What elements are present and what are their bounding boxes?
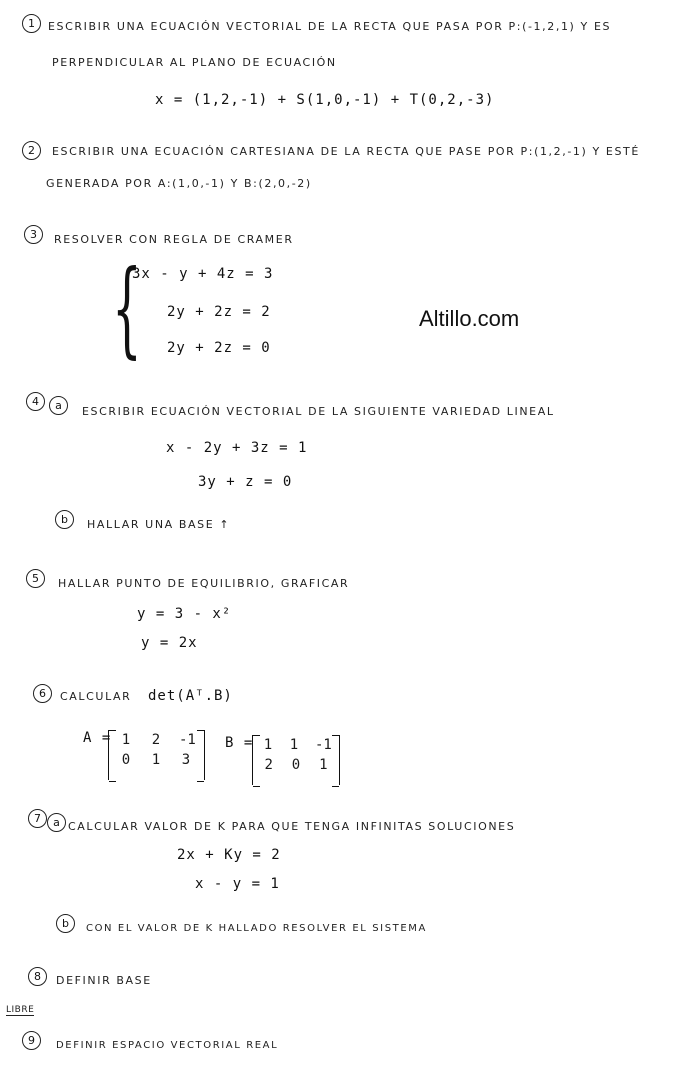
question-number-2: 2 [22, 141, 41, 160]
question-number-3: 3 [24, 225, 43, 244]
q3-equation-2: 2y + 2z = 2 [167, 304, 271, 320]
watermark: Altillo.com [419, 306, 520, 331]
q3-text-line1: RESOLVER CON REGLA DE CRAMER [54, 233, 294, 246]
q7-equation-1: 2x + Ky = 2 [177, 847, 281, 863]
question-number-8: 8 [28, 967, 47, 986]
question-number-9: 9 [22, 1031, 41, 1050]
q1-text-line2: PERPENDICULAR AL PLANO DE ECUACIÓN [52, 56, 337, 69]
q5-equation-1: y = 3 - x² [137, 606, 232, 622]
q7-sub-a: a [47, 813, 66, 832]
matrix-b-cell: 1 [263, 737, 273, 753]
matrix-a-cell: 1 [121, 732, 131, 748]
q4-equation-1: x - 2y + 3z = 1 [166, 440, 308, 456]
matrix-b-cell: 2 [264, 757, 273, 773]
q7-sub-b: b [56, 914, 75, 933]
q4-sub-b: b [55, 510, 74, 529]
q3-equation-1: 3x - y + 4z = 3 [132, 266, 274, 282]
question-number-7: 7 [28, 809, 47, 828]
q8-text-line1: DEFINIR BASE [56, 974, 152, 987]
q1-text-line1: ESCRIBIR UNA ECUACIÓN VECTORIAL DE LA RECTA QUE PASA POR P:(-1,2,1) Y ES [48, 20, 612, 33]
q1-equation: x = (1,2,-1) + S(1,0,-1) + T(0,2,-3) [155, 92, 495, 108]
matrix-b-row-1 [253, 735, 339, 755]
q7-text-b: CON EL VALOR DE K HALLADO RESOLVER EL SISTEMA [86, 923, 427, 934]
q4-text-a: ESCRIBIR ECUACIÓN VECTORIAL DE LA SIGUIENTE VARIEDAD LINEAL [82, 405, 555, 418]
matrix-a-cell: 0 [121, 752, 131, 768]
matrix-b-row-2 [253, 755, 339, 775]
q5-equation-2: y = 2x [141, 635, 198, 651]
q2-text-line2: GENERADA POR A:(1,0,-1) Y B:(2,0,-2) [46, 177, 312, 190]
q4-equation-2: 3y + z = 0 [198, 474, 293, 490]
q4-text-b: HALLAR UNA BASE ↑ [87, 518, 231, 531]
matrix-b-cell: 1 [319, 757, 328, 773]
matrix-a-cell: -1 [179, 732, 196, 748]
q9-text-line1: DEFINIR ESPACIO VECTORIAL REAL [56, 1040, 279, 1051]
question-number-1: 1 [22, 14, 41, 33]
matrix-a-cell: 3 [181, 752, 191, 768]
matrix-b-label: B = [225, 735, 254, 751]
matrix-a-cell: 2 [151, 732, 161, 748]
question-number-5: 5 [26, 569, 45, 588]
matrix-a-row-2 [109, 750, 204, 770]
matrix-b-cell: 1 [289, 737, 299, 753]
q7-text-a: CALCULAR VALOR DE K PARA QUE TENGA INFINITAS SOLUCIONES [68, 820, 516, 833]
q6-determinant: det(Aᵀ.B) [148, 688, 233, 704]
matrix-a [108, 730, 205, 780]
matrix-b-cell: 0 [291, 757, 301, 773]
q4-sub-a: a [49, 396, 68, 415]
libre-label: LIBRE [6, 1005, 35, 1015]
q7-equation-2: x - y = 1 [195, 876, 280, 892]
q5-text-line1: HALLAR PUNTO DE EQUILIBRIO, GRAFICAR [58, 577, 350, 590]
q2-text-line1: ESCRIBIR UNA ECUACIÓN CARTESIANA DE LA RECTA QUE PASE POR P:(1,2,-1) Y ESTÉ [52, 145, 640, 158]
matrix-b [252, 735, 340, 785]
matrix-b-cell: -1 [315, 737, 332, 753]
matrix-a-cell: 1 [151, 752, 161, 768]
matrix-a-row-1 [109, 730, 204, 750]
question-number-4: 4 [26, 392, 45, 411]
q3-equation-3: 2y + 2z = 0 [167, 340, 271, 356]
system-brace: { [112, 247, 142, 369]
question-number-6: 6 [33, 684, 52, 703]
q6-text-line1: CALCULAR [60, 690, 132, 703]
matrix-a-label: A = [83, 730, 112, 746]
